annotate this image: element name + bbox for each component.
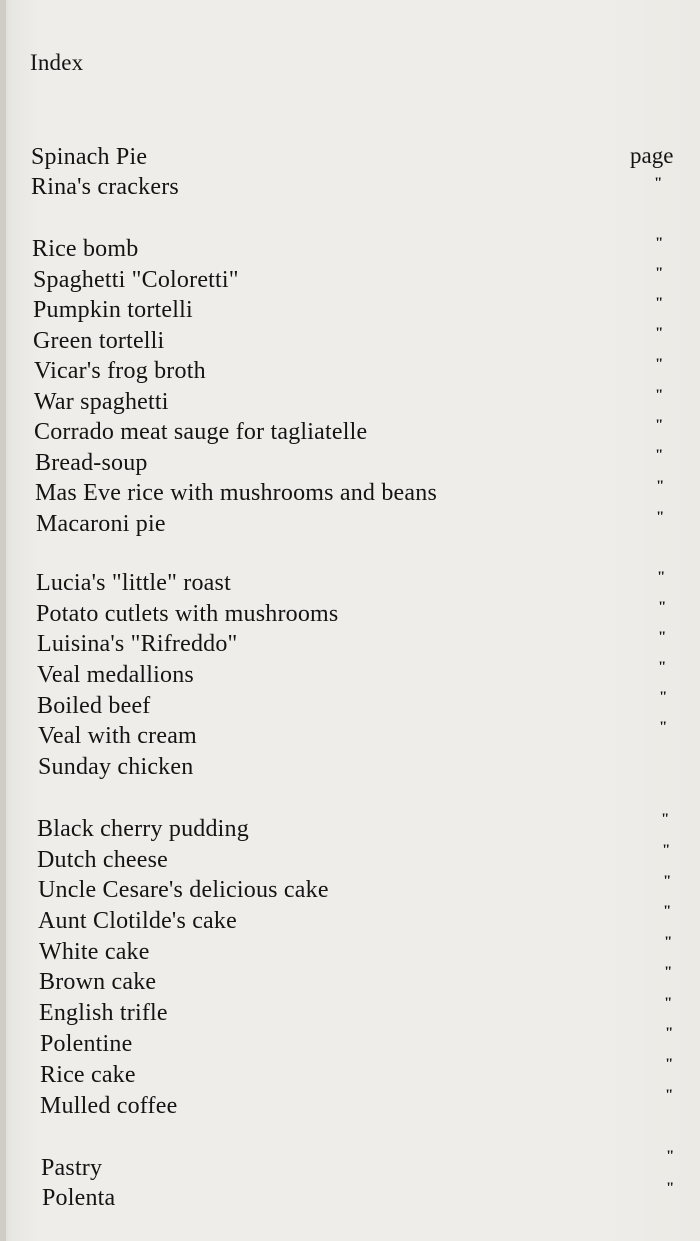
ditto-mark: " xyxy=(658,659,667,675)
index-entry: Spinach Pie xyxy=(31,144,148,170)
index-entry: Lucia's "little" roast xyxy=(36,570,231,596)
index-entry: Rina's crackers xyxy=(31,174,179,200)
index-entry: Vicar's frog broth xyxy=(34,358,206,384)
ditto-mark: " xyxy=(664,934,673,950)
ditto-mark: " xyxy=(655,265,664,281)
index-entry: Black cherry pudding xyxy=(37,816,249,842)
index-entry: War spaghetti xyxy=(34,389,169,415)
ditto-mark: " xyxy=(664,995,673,1011)
index-entry: Boiled beef xyxy=(37,693,151,719)
index-entry: Mas Eve rice with mushrooms and beans xyxy=(35,480,437,506)
ditto-mark: " xyxy=(666,1180,675,1196)
index-entry: Veal with cream xyxy=(38,723,197,749)
ditto-mark: " xyxy=(659,719,668,735)
index-entry: Bread-soup xyxy=(35,450,148,476)
ditto-mark: " xyxy=(666,1148,675,1164)
ditto-mark: " xyxy=(659,689,668,705)
ditto-mark: " xyxy=(663,873,672,889)
ditto-mark: " xyxy=(663,903,672,919)
index-entry: Potato cutlets with mushrooms xyxy=(36,601,339,627)
index-heading: Index xyxy=(30,50,84,75)
index-entry: Brown cake xyxy=(39,969,157,995)
index-entry: Corrado meat sauge for tagliatelle xyxy=(34,419,368,445)
index-entry: Spaghetti "Coloretti" xyxy=(33,267,239,293)
index-entry: Green tortelli xyxy=(33,328,165,354)
index-entry: Polentine xyxy=(40,1031,133,1057)
index-entry: Dutch cheese xyxy=(37,847,169,873)
ditto-mark: " xyxy=(654,175,663,191)
index-entry: Rice bomb xyxy=(32,236,139,262)
ditto-mark: " xyxy=(655,417,664,433)
ditto-mark: " xyxy=(655,387,664,403)
index-entry: English trifle xyxy=(39,1000,168,1026)
ditto-mark: " xyxy=(655,325,664,341)
ditto-mark: " xyxy=(661,811,670,827)
page-binding-edge xyxy=(0,0,6,1241)
index-entry: White cake xyxy=(39,939,150,965)
page-column-label: page xyxy=(630,143,674,168)
ditto-mark: " xyxy=(658,599,667,615)
index-entry: Uncle Cesare's delicious cake xyxy=(38,877,329,903)
index-entry: Mulled coffee xyxy=(40,1093,178,1119)
index-entry: Veal medallions xyxy=(37,662,194,688)
ditto-mark: " xyxy=(656,478,665,494)
index-entry: Macaroni pie xyxy=(36,511,166,537)
ditto-mark: " xyxy=(656,509,665,525)
ditto-mark: " xyxy=(655,235,664,251)
ditto-mark: " xyxy=(665,1025,674,1041)
index-entry: Aunt Clotilde's cake xyxy=(38,908,237,934)
ditto-mark: " xyxy=(665,1056,674,1072)
ditto-mark: " xyxy=(665,1087,674,1103)
ditto-mark: " xyxy=(655,447,664,463)
ditto-mark: " xyxy=(655,356,664,372)
index-entry: Pumpkin tortelli xyxy=(33,297,193,323)
ditto-mark: " xyxy=(662,842,671,858)
index-entry: Sunday chicken xyxy=(38,754,194,780)
ditto-mark: " xyxy=(655,295,664,311)
index-entry: Rice cake xyxy=(40,1062,136,1088)
ditto-mark: " xyxy=(658,629,667,645)
ditto-mark: " xyxy=(657,569,666,585)
ditto-mark: " xyxy=(664,964,673,980)
index-entry: Polenta xyxy=(42,1185,116,1211)
index-entry: Luisina's "Rifreddo" xyxy=(37,631,238,657)
index-entry: Pastry xyxy=(41,1155,103,1181)
